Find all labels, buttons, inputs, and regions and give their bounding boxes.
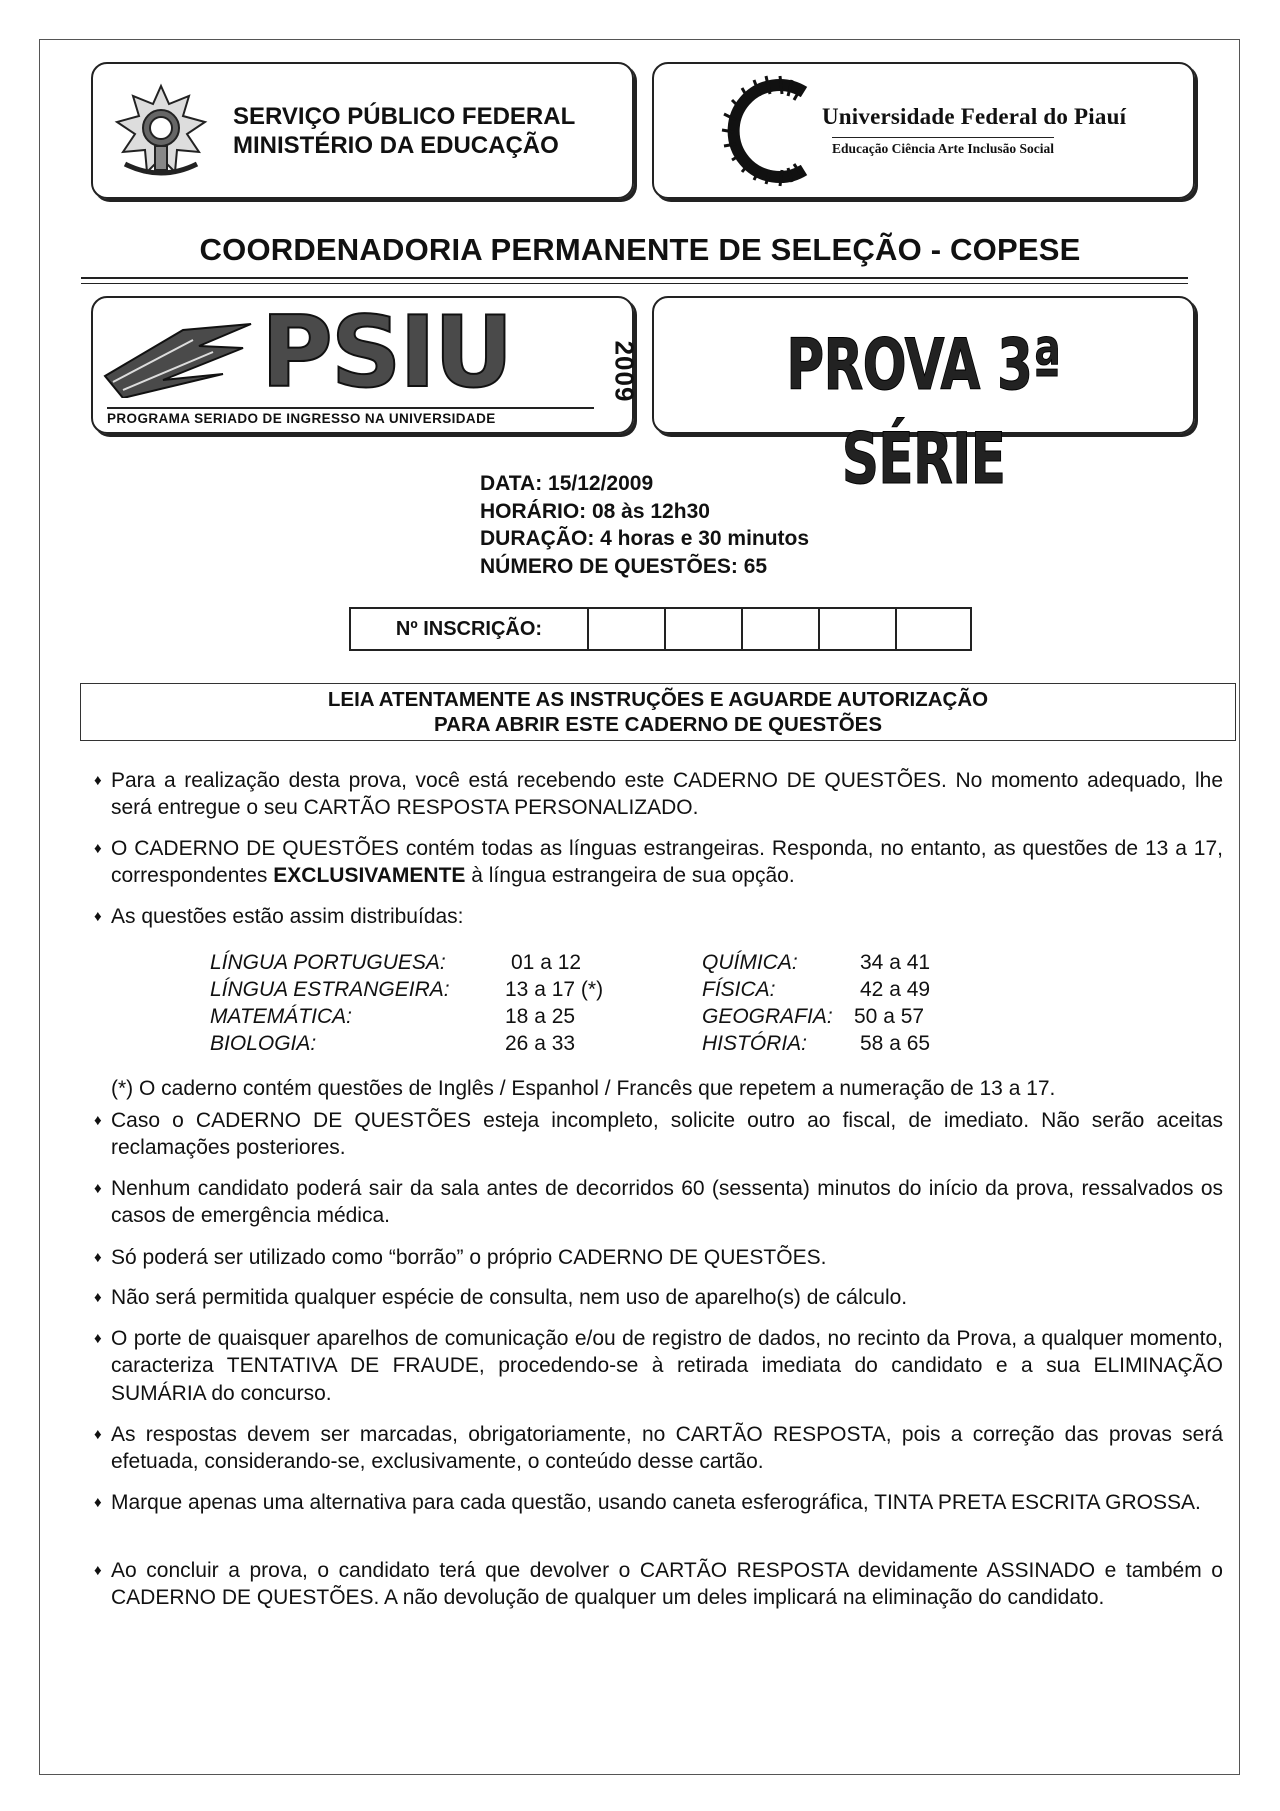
distribution-left-subjects: [210, 949, 450, 1057]
psiu-logo-box: [91, 296, 640, 434]
registration-digit-box[interactable]: [666, 609, 743, 649]
instruction-item: [94, 1175, 1223, 1230]
subject-label: LÍNGUA PORTUGUESA:: [210, 951, 446, 974]
registration-number-field: [349, 607, 972, 651]
instruction-text: As questões estão assim distribuídas:: [111, 905, 464, 928]
instruction-text: Caso o CADERNO DE QUESTÕES esteja incompleto, solicite outro ao fiscal, de imediato. Não serão aceitas reclamações posteriores.: [111, 1109, 1223, 1160]
government-text: [233, 102, 575, 160]
instruction-item: [94, 1325, 1223, 1407]
university-motto: Educação Ciência Arte Inclusão Social: [832, 137, 1054, 157]
instruction-item: [94, 767, 1223, 822]
brazil-coat-of-arms-icon: [111, 82, 211, 182]
instruction-item: [94, 835, 1223, 890]
coordination-title: COORDENADORIA PERMANENTE DE SELEÇÃO - COPESE: [199, 232, 1081, 267]
question-range: 34 a 41: [860, 951, 931, 974]
exam-time: HORÁRIO: 08 às 12h30: [480, 499, 710, 523]
subject-label: QUÍMICA:: [702, 951, 798, 974]
subject-label: MATEMÁTICA:: [210, 1005, 352, 1028]
government-line-1: SERVIÇO PÚBLICO FEDERAL: [233, 103, 576, 130]
exam-title: PROVA 3ª SÉRIE: [786, 324, 1061, 500]
question-range: 50 a 57: [854, 1005, 925, 1028]
psiu-subtitle: PROGRAMA SERIADO DE INGRESSO NA UNIVERSIDADE: [107, 407, 594, 426]
instruction-text-part: O CADERNO DE QUESTÕES contém todas as línguas estrangeiras. Responda, no entanto, as questões de 13 a 17, correspondentes: [111, 837, 1223, 888]
ufpi-logo-icon: [720, 74, 828, 188]
instruction-item: [94, 1284, 1223, 1311]
distribution-left-ranges: [505, 949, 603, 1057]
question-range: 26 a 33: [505, 1032, 576, 1055]
bullet-diamond-icon: ♦: [94, 772, 102, 789]
registration-digit-box[interactable]: [820, 609, 897, 649]
bullet-diamond-icon: ♦: [94, 1112, 102, 1129]
registration-digit-box[interactable]: [897, 609, 970, 649]
bullet-diamond-icon: ♦: [94, 908, 102, 925]
bullet-diamond-icon: ♦: [94, 1562, 102, 1579]
registration-digit-box[interactable]: [589, 609, 666, 649]
exam-question-count: NÚMERO DE QUESTÕES: 65: [480, 554, 768, 578]
instruction-item: [94, 1489, 1223, 1516]
bullet-diamond-icon: ♦: [94, 1180, 102, 1197]
subject-label: GEOGRAFIA:: [702, 1005, 833, 1028]
bullet-diamond-icon: ♦: [94, 1330, 102, 1347]
question-range: 13 a 17 (*): [505, 978, 604, 1001]
language-footnote: (*) O caderno contém questões de Inglês / Espanhol / Francês que repetem a numeração de 13 a 17.: [111, 1077, 1056, 1100]
bullet-diamond-icon: ♦: [94, 1494, 102, 1511]
question-range: 01 a 12: [511, 951, 582, 974]
university-name: Universidade Federal do Piauí: [822, 104, 1127, 129]
psiu-year: 2009: [609, 340, 640, 403]
university-header: [652, 62, 1195, 199]
instruction-text: Nenhum candidato poderá sair da sala antes de decorridos 60 (sessenta) minutos do início da prova, ressalvados os casos de emergência médica.: [111, 1177, 1223, 1228]
instruction-item: [94, 1421, 1223, 1476]
instruction-text: Só poderá ser utilizado como “borrão” o próprio CADERNO DE QUESTÕES.: [111, 1246, 827, 1269]
notice-line-2: PARA ABRIR ESTE CADERNO DE QUESTÕES: [433, 713, 882, 736]
subject-label: LÍNGUA ESTRANGEIRA:: [210, 978, 450, 1001]
subject-label: FÍSICA:: [702, 978, 776, 1001]
instruction-text: Ao concluir a prova, o candidato terá que devolver o CARTÃO RESPOSTA devidamente ASSINADO e também o CADERNO DE QUESTÕES. A não devolução de qualquer um deles implicará na eliminação do candidato.: [111, 1559, 1223, 1610]
instruction-text: Não será permitida qualquer espécie de consulta, nem uso de aparelho(s) de cálculo.: [111, 1286, 908, 1309]
instruction-item: [94, 903, 1223, 930]
instruction-item: [94, 1107, 1223, 1162]
bullet-diamond-icon: ♦: [94, 1249, 102, 1266]
exam-info: [480, 470, 809, 580]
instruction-text: O porte de quaisquer aparelhos de comunicação e/ou de registro de dados, no recinto da Prova, a qualquer momento, caracteriza TENTATIVA DE FRAUDE, procedendo-se à retirada imediata do candidato e a sua ELIMINAÇÃO SUMÁRIA do concurso.: [111, 1327, 1223, 1405]
distribution-right-ranges: [854, 949, 931, 1057]
government-line-2: MINISTÉRIO DA EDUCAÇÃO: [233, 132, 559, 159]
instruction-text: [111, 835, 1223, 890]
instruction-text: Marque apenas uma alternativa para cada questão, usando caneta esferográfica, TINTA PRETA ESCRITA GROSSA.: [111, 1491, 1201, 1514]
exam-date: DATA: 15/12/2009: [480, 472, 654, 495]
bullet-diamond-icon: ♦: [94, 840, 102, 857]
distribution-right-subjects: [702, 949, 833, 1057]
psiu-swoosh-icon: [103, 316, 253, 398]
instruction-text: Para a realização desta prova, você está recebendo este CADERNO DE QUESTÕES. No momento adequado, lhe será entregue o seu CARTÃO RESPOSTA PERSONALIZADO.: [111, 769, 1223, 820]
question-range: 42 a 49: [860, 978, 931, 1001]
notice-line-1: LEIA ATENTAMENTE AS INSTRUÇÕES E AGUARDE AUTORIZAÇÃO: [327, 688, 989, 711]
registration-label: Nº INSCRIÇÃO:: [351, 609, 589, 649]
subject-label: BIOLOGIA:: [210, 1032, 317, 1055]
title-divider: [81, 277, 1188, 284]
instruction-item: [94, 1244, 1223, 1271]
bullet-diamond-icon: ♦: [94, 1289, 102, 1306]
instruction-item: [94, 1557, 1223, 1612]
instruction-emphasis: EXCLUSIVAMENTE: [273, 864, 466, 888]
question-range: 18 a 25: [505, 1005, 576, 1028]
federal-service-header: [91, 62, 634, 199]
psiu-wordmark: PSIU: [261, 296, 512, 410]
subject-label: HISTÓRIA:: [702, 1032, 808, 1055]
question-range: 58 a 65: [860, 1032, 931, 1055]
instruction-notice: [80, 683, 1236, 741]
bullet-diamond-icon: ♦: [94, 1426, 102, 1443]
instruction-text-part: à língua estrangeira de sua opção.: [465, 864, 795, 888]
registration-digit-box[interactable]: [743, 609, 820, 649]
instruction-text: As respostas devem ser marcadas, obrigatoriamente, no CARTÃO RESPOSTA, pois a correção das provas será efetuada, considerando-se, exclusivamente, o conteúdo desse cartão.: [111, 1423, 1223, 1474]
exam-title-box: [652, 296, 1195, 500]
exam-duration: DURAÇÃO: 4 horas e 30 minutos: [480, 527, 810, 550]
